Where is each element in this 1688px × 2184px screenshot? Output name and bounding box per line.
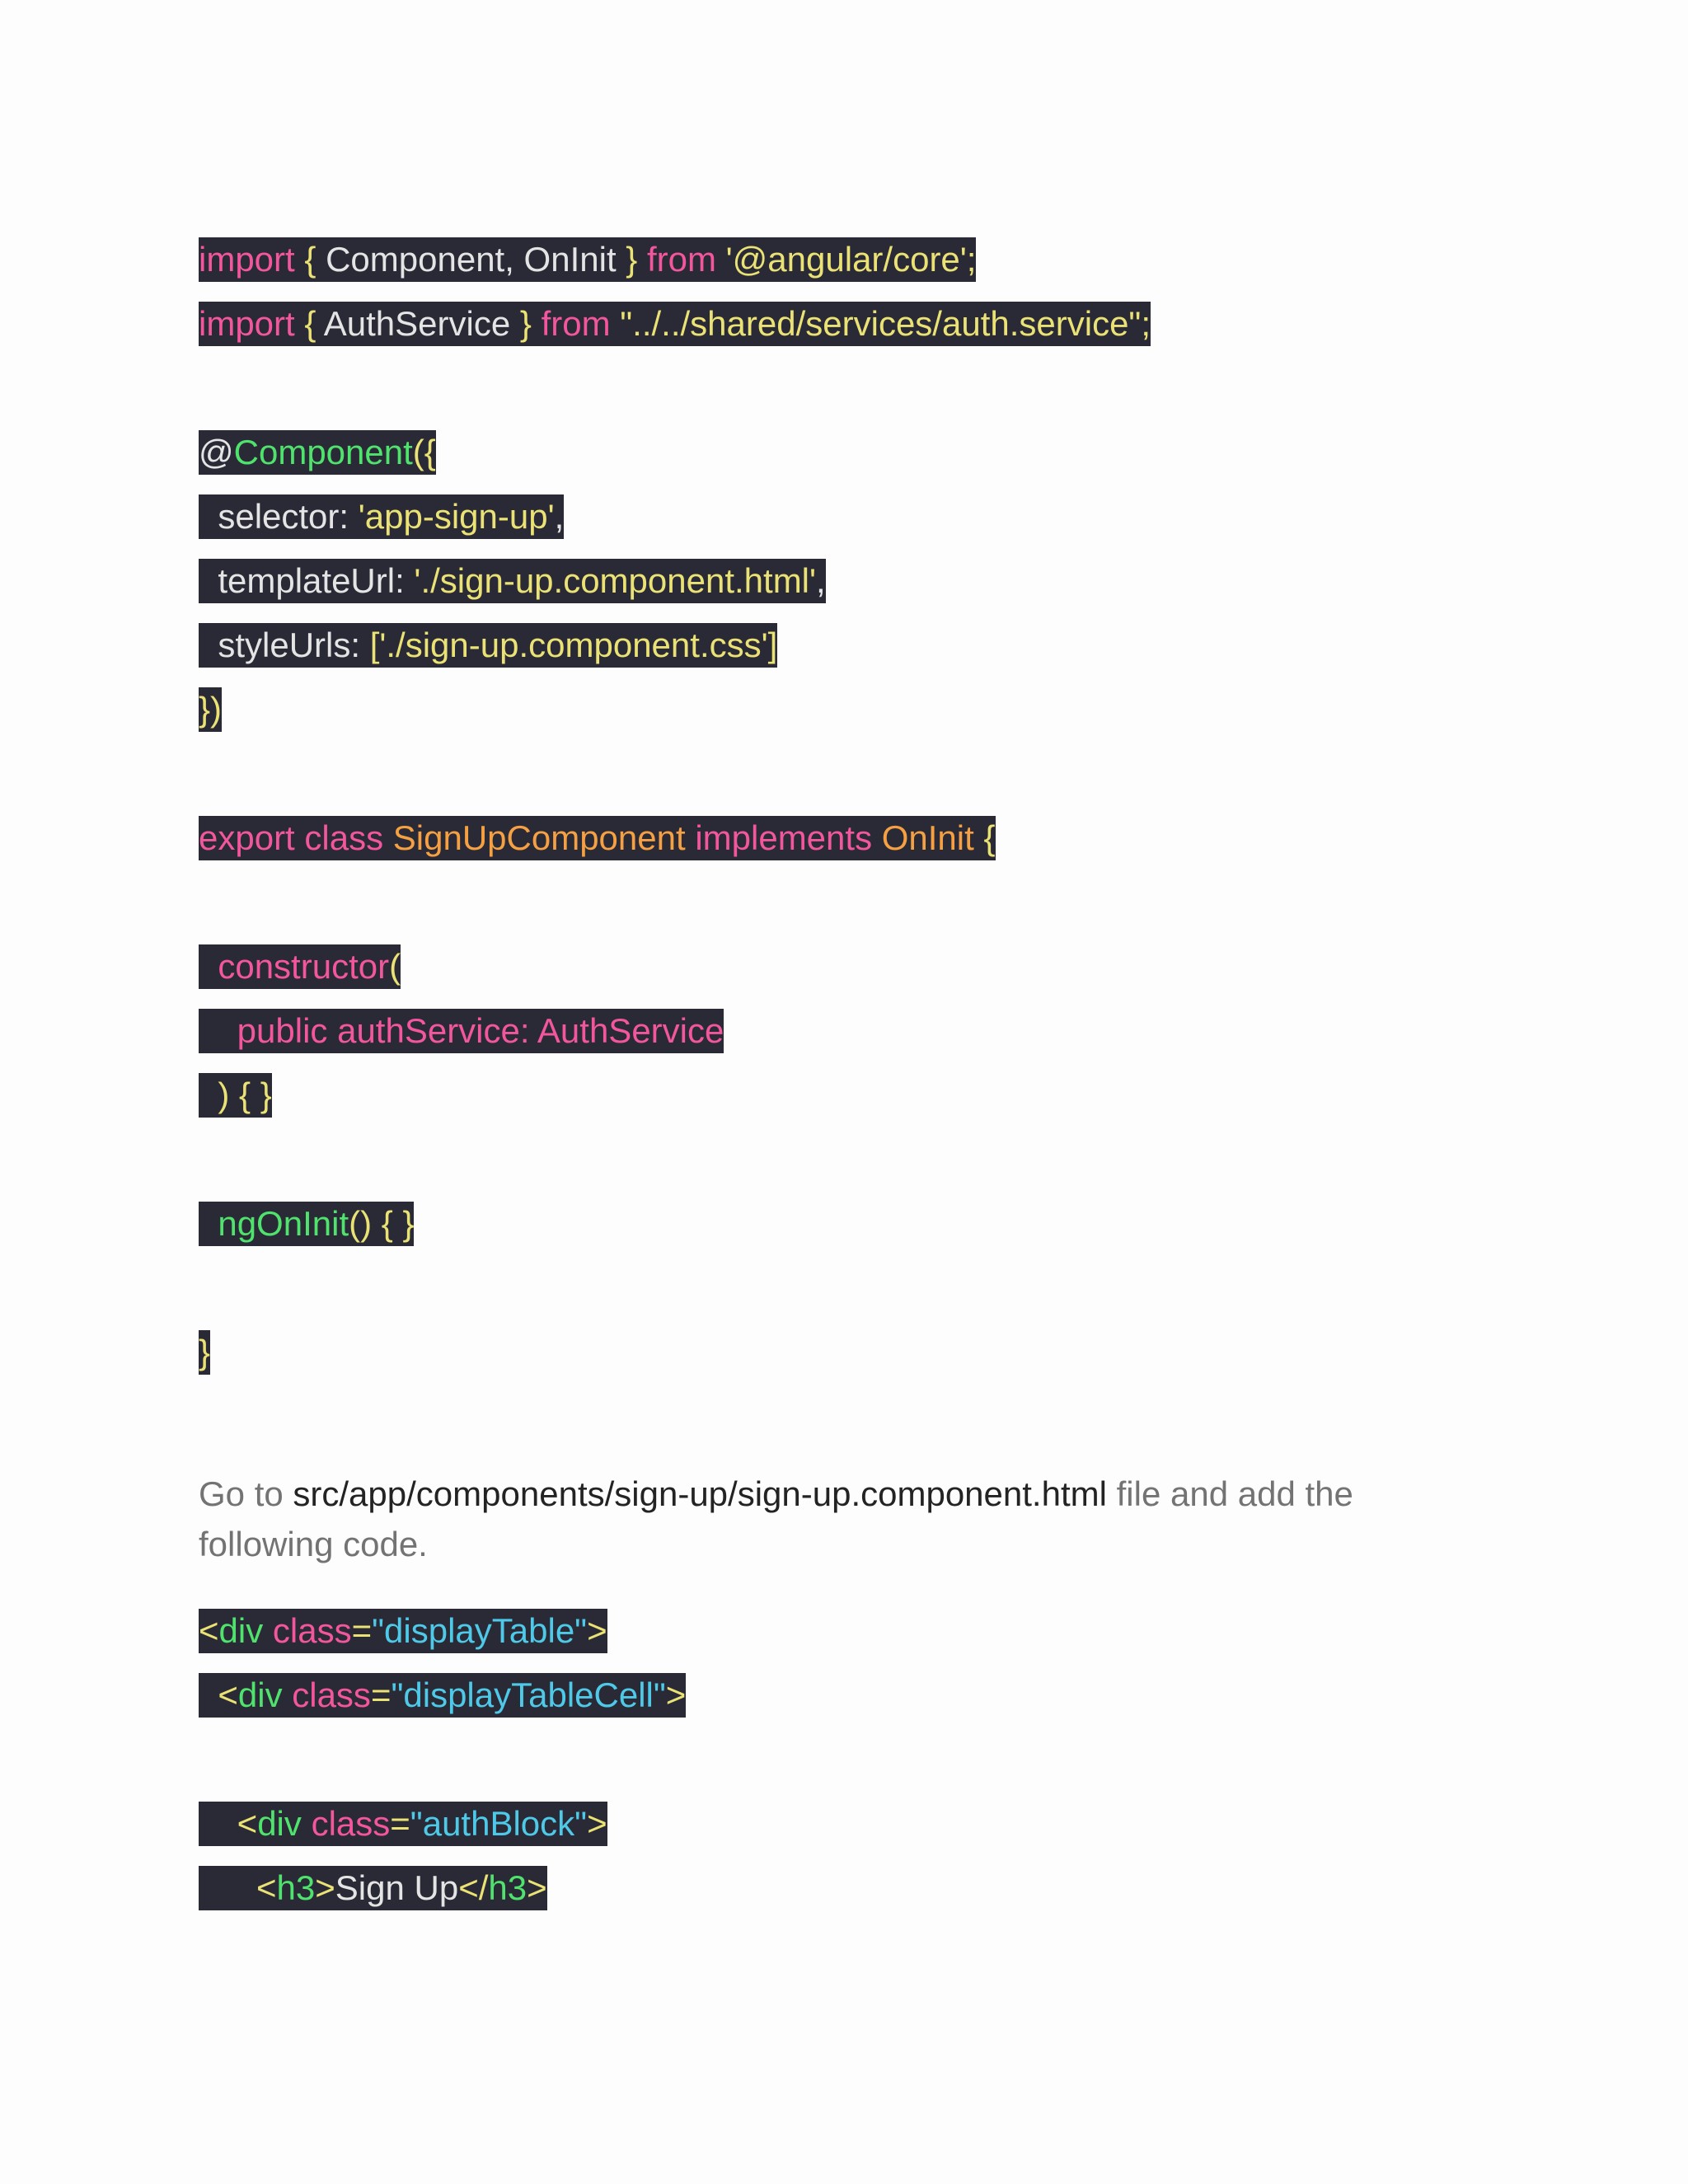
file-path: src/app/components/sign-up/sign-up.component.html bbox=[293, 1474, 1107, 1513]
tag-close-bracket: > bbox=[527, 1868, 547, 1907]
module-path-string: '@angular/core'; bbox=[715, 240, 977, 279]
property-key: templateUrl: bbox=[199, 561, 415, 600]
code-line-import-core bbox=[199, 237, 976, 282]
keyword-import: import bbox=[199, 240, 295, 279]
code-line-class-close bbox=[199, 1330, 210, 1375]
attr-name: class bbox=[263, 1611, 352, 1650]
code-line-import-auth bbox=[199, 302, 1151, 346]
code-line-div-auth-block bbox=[199, 1802, 607, 1846]
code-line-constructor-param bbox=[199, 1009, 724, 1053]
attr-name: class bbox=[301, 1804, 391, 1843]
decorator-at: @ bbox=[199, 433, 234, 471]
code-line-constructor-close bbox=[199, 1073, 272, 1118]
import-names: Component, OnInit bbox=[326, 240, 617, 279]
code-line-div-display-table bbox=[199, 1609, 607, 1653]
punct-comma: , bbox=[554, 497, 565, 536]
tag-open-bracket: < bbox=[199, 1611, 219, 1650]
attr-value: "authBlock" bbox=[410, 1804, 588, 1843]
punct-open: ({ bbox=[412, 433, 436, 471]
param-type: AuthService bbox=[537, 1011, 724, 1050]
property-string: ['./sign-up.component.css'] bbox=[369, 626, 778, 664]
punct-comma: , bbox=[816, 561, 826, 600]
code-line-div-display-table-cell bbox=[199, 1673, 686, 1718]
code-line-h3-sign-up bbox=[199, 1866, 547, 1910]
class-name: SignUpComponent bbox=[392, 818, 686, 857]
punct-brace-close: } bbox=[199, 1333, 211, 1371]
code-line-decorator bbox=[199, 430, 436, 475]
attr-equals: = bbox=[390, 1804, 410, 1843]
property-string: './sign-up.component.html' bbox=[414, 561, 817, 600]
tag-close-bracket: > bbox=[665, 1675, 687, 1714]
tag-close-bracket: > bbox=[587, 1804, 607, 1843]
code-line-selector bbox=[199, 494, 564, 539]
attr-value: "displayTableCell" bbox=[391, 1675, 666, 1714]
tag-open-bracket: < bbox=[199, 1804, 258, 1843]
tag-close-bracket: > bbox=[315, 1868, 335, 1907]
punct-brace-open: { bbox=[294, 304, 324, 343]
code-line-constructor bbox=[199, 944, 401, 989]
punct-brace-open: { bbox=[294, 240, 326, 279]
punct-brace-open: { bbox=[973, 818, 996, 857]
tag-open-bracket: < bbox=[199, 1868, 277, 1907]
code-line-template-url bbox=[199, 559, 826, 603]
import-names: AuthService bbox=[323, 304, 511, 343]
tag-name: div bbox=[237, 1675, 283, 1714]
instruction-prefix: Go to bbox=[199, 1474, 293, 1513]
attr-equals: = bbox=[351, 1611, 373, 1650]
punct-close: ) { } bbox=[199, 1076, 272, 1114]
punct-brace-close: } bbox=[510, 304, 542, 343]
property-key: styleUrls: bbox=[199, 626, 370, 664]
method-body: () { } bbox=[349, 1204, 415, 1243]
code-line-style-urls bbox=[199, 623, 777, 668]
tag-name: div bbox=[218, 1611, 264, 1650]
keyword-from: from bbox=[541, 304, 611, 343]
tag-end-open-bracket: </ bbox=[458, 1868, 489, 1907]
keyword-implements: implements bbox=[685, 818, 882, 857]
interface-name: OnInit bbox=[881, 818, 974, 857]
tag-name: h3 bbox=[276, 1868, 316, 1907]
keyword-export-class: export class bbox=[199, 818, 393, 857]
code-line-ng-on-init bbox=[199, 1202, 414, 1246]
attr-value: "displayTable" bbox=[372, 1611, 588, 1650]
tag-close-bracket: > bbox=[587, 1611, 607, 1650]
punct-close: }) bbox=[199, 690, 223, 729]
keyword-constructor: constructor bbox=[199, 947, 390, 986]
instruction-suffix: file and add the following code. bbox=[199, 1474, 1353, 1563]
attr-equals: = bbox=[370, 1675, 392, 1714]
punct-brace-close: } bbox=[616, 240, 647, 279]
tag-name: h3 bbox=[488, 1868, 528, 1907]
keyword-import: import bbox=[199, 304, 295, 343]
tag-open-bracket: < bbox=[199, 1675, 238, 1714]
instruction-paragraph bbox=[199, 1469, 1451, 1569]
heading-text: Sign Up bbox=[335, 1868, 459, 1907]
property-key: selector: bbox=[199, 497, 359, 536]
punct-paren-open: ( bbox=[389, 947, 401, 986]
decorator-name: Component bbox=[233, 433, 413, 471]
tag-name: div bbox=[257, 1804, 302, 1843]
keyword-from: from bbox=[646, 240, 716, 279]
param-declaration: public authService: bbox=[199, 1011, 537, 1050]
module-path-string: "../../shared/services/auth.service"; bbox=[610, 304, 1151, 343]
code-line-decorator-close bbox=[199, 687, 222, 732]
property-string: 'app-sign-up' bbox=[358, 497, 555, 536]
method-name: ngOnInit bbox=[199, 1204, 349, 1243]
attr-name: class bbox=[282, 1675, 371, 1714]
code-line-class-declaration bbox=[199, 816, 996, 860]
